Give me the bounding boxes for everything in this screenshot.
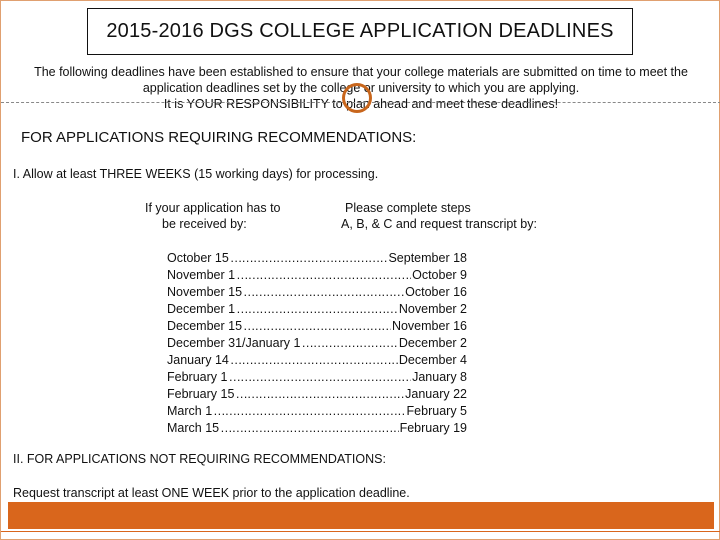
intro-line: The following deadlines have been established to ensure that your college materials are submitted on time to meet the [34, 65, 688, 79]
request-by-date: February 19 [399, 421, 467, 435]
deadline-row [167, 386, 467, 403]
dot-leader [230, 352, 398, 369]
header-line: be received by: [162, 217, 247, 231]
received-by-date: February 1 [167, 370, 228, 384]
deadline-row [167, 352, 467, 369]
received-by-date: November 1 [167, 268, 236, 282]
header-line: If your application has to [145, 201, 281, 215]
received-by-date: December 31/January 1 [167, 336, 301, 350]
request-by-date: October 16 [405, 285, 467, 299]
deadline-row [167, 369, 467, 386]
dot-leader [243, 284, 404, 301]
request-by-date: September 18 [388, 251, 467, 265]
received-by-column-header [145, 200, 281, 232]
section-one-instruction: I. Allow at least THREE WEEKS (15 working days) for processing. [13, 167, 379, 181]
header-line: Please complete steps [345, 201, 471, 215]
deadline-row [167, 318, 467, 335]
received-by-date: January 14 [167, 353, 229, 367]
received-by-date: February 15 [167, 387, 235, 401]
intro-line: application deadlines set by the college or university to which you are applying. [142, 81, 580, 95]
dot-leader [243, 318, 391, 335]
deadline-row [167, 335, 467, 352]
dot-leader [235, 386, 404, 403]
request-by-column-header [341, 200, 537, 232]
received-by-date: November 15 [167, 285, 243, 299]
received-by-date: December 1 [167, 302, 236, 316]
dot-leader [213, 403, 405, 420]
deadline-row [167, 403, 467, 420]
recommendations-heading: FOR APPLICATIONS REQUIRING RECOMMENDATIONS: [21, 129, 417, 146]
footer-bar [8, 502, 714, 529]
page-title-text: 2015-2016 DGS COLLEGE APPLICATION DEADLINES [106, 20, 614, 42]
received-by-date: October 15 [167, 251, 229, 265]
header-line: A, B, & C and request transcript by: [341, 217, 537, 231]
page-title [87, 8, 633, 55]
deadline-list [167, 250, 467, 437]
deadline-row [167, 284, 467, 301]
request-by-date: November 16 [391, 319, 467, 333]
section-two-heading: II. FOR APPLICATIONS NOT REQUIRING RECOMMENDATIONS: [13, 452, 386, 466]
circle-annotation [342, 83, 372, 113]
dot-leader [236, 267, 411, 284]
dot-leader [220, 420, 398, 437]
dot-leader [230, 250, 388, 267]
request-by-date: December 4 [398, 353, 467, 367]
received-by-date: December 15 [167, 319, 243, 333]
request-by-date: January 22 [405, 387, 467, 401]
deadline-row [167, 420, 467, 437]
transcript-note: Request transcript at least ONE WEEK prior to the application deadline. [13, 486, 410, 500]
footer-line [1, 531, 720, 532]
dot-leader [228, 369, 411, 386]
dot-leader [236, 301, 398, 318]
received-by-date: March 1 [167, 404, 213, 418]
intro-line: It is YOUR RESPONSIBILITY to plan ahead and meet these deadlines! [163, 97, 559, 111]
request-by-date: November 2 [398, 302, 467, 316]
deadline-row [167, 301, 467, 318]
request-by-date: October 9 [412, 268, 467, 282]
received-by-date: March 15 [167, 421, 220, 435]
request-by-date: December 2 [398, 336, 467, 350]
request-by-date: January 8 [412, 370, 467, 384]
request-by-date: February 5 [406, 404, 467, 418]
deadline-row [167, 267, 467, 284]
deadline-row [167, 250, 467, 267]
dot-leader [301, 335, 398, 352]
